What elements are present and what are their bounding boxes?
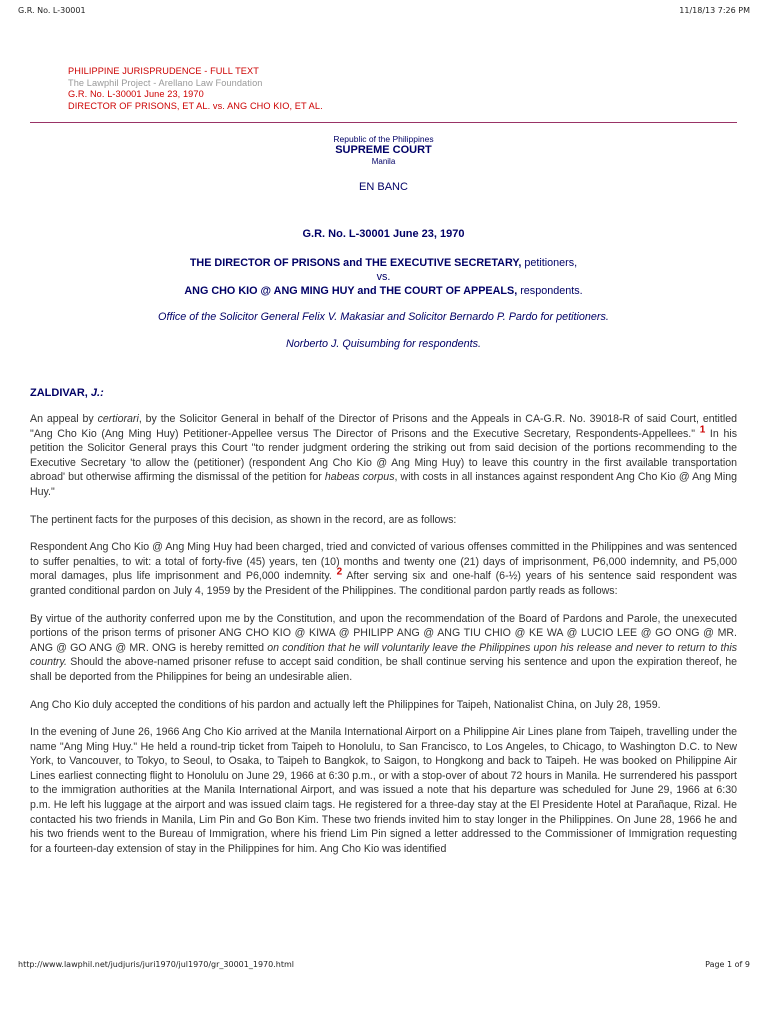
p1-b: , by the Solicitor General in behalf of the Director of Prisons and the Appeals in CA-G.R. No. 39018-R of said Court, entitled "Ang Cho Kio (Ang Ming Huy) Petitioner-Appellee versus The Director of Prisons and the Executive Secretary, Respondents-Appellees." — [30, 413, 737, 440]
ponente-name: ZALDIVAR, — [30, 387, 91, 399]
p1-c: In his petition the Solicitor General prays this Court "to render judgment ordering the striking out from said decision of the portions recommending to the Executive Secretary 'to allow the (petitioner) (respondent Ang Cho Kio @ Ang Ming Huy) to leave this country in the first available transportation abroad' but otherwise affirming the dismissal of the petition for — [30, 427, 737, 484]
quote-paragraph-2: Ang Cho Kio duly accepted the conditions of his pardon and actually left the Philippines for Taipeh, Nationalist China, on July 28, 1959. — [30, 698, 661, 711]
court-city: Manila — [371, 157, 396, 166]
q1-b: Should the above-named prisoner refuse to accept said condition, be shall continue serving his sentence and upon the expiration thereof, he shall be deported from the Philippines for being an undesirable alien. — [30, 656, 737, 683]
respondents: ANG CHO KIO @ ANG MING HUY and THE COURT OF APPEALS, — [184, 285, 518, 297]
footnote-link-2[interactable]: 2 — [336, 566, 343, 578]
print-header-datetime: 11/18/13 7:26 PM — [679, 6, 750, 15]
p1-d: , with costs in all instances against respondent Ang Cho Kio @ Ang Ming Huy." — [30, 471, 738, 498]
case-number: G.R. No. L-30001 June 23, 1970 — [302, 228, 465, 240]
quote-paragraph-1 — [30, 612, 737, 685]
respondents-line — [30, 284, 737, 298]
site-header — [68, 66, 728, 112]
site-header-case-title: DIRECTOR OF PRISONS, ET AL. vs. ANG CHO KIO, ET AL. — [68, 100, 323, 111]
paragraph-4: In the evening of June 26, 1966 Ang Cho Kio arrived at the Manila International Airport on a Philippine Air Lines plane from Taipeh, travelling under the name "Ang Ming Huy." He held a round-trip ticket from Taipeh to Honolulu, to San Francisco, to Los Angeles, to Chicago, to Washington D.C. to New York, to Vancouver, to Tokyo, to Seoul, to Osaka, to Taipeh to Bangkok, to Saigon, to Hongkong and back to Taipeh. He was booked on Philippine Air Lines earliest connecting flight to Honolulu on June 29, 1966 at 6:30 p.m., or with a stop-over of about 72 hours in Manila. He surrendered his passport to the immigration authorities at the Manila International Airport, and was issued a note that his departure was scheduled for June 29, 1966 at 6:30 p.m. He left his luggage at the airport and was issued claim tags. He registered for a three-day stay at the El Presidente Hotel at Parañaque, Rizal. He contacted his two friends in Manila, Lim Pin and Go Bon Kim. These two friends invited him to stay longer in the Philippines. On June 28, 1966 he and his two friends went to the Bureau of Immigration, where his friend Lim Pin signed a letter addressed to the Commissioner of Immigration requesting for a fourteen-day extension of stay in the Philippines for him. Ang Cho Kio was identified — [30, 726, 737, 855]
q1-a: By virtue of the authority conferred upon me by the Constitution, and upon the recommendation of the Board of Pardons and Parole, the unexecuted portions of the prison terms of prisoner ANG CHO KIO @ KIWA @ PHILIPP ANG @ ANG TIU CHIO @ KE WA @ LUCIO LEE @ GO ONG @ MR. ANG @ GO ANG @ MR. ONG is hereby remitted — [30, 612, 737, 654]
p1-certiorari: certiorari — [97, 413, 139, 425]
petitioners-line — [30, 256, 737, 270]
footnote-link-1[interactable]: 1 — [699, 424, 706, 436]
site-header-subtitle: The Lawphil Project - Arellano Law Foundation — [68, 77, 263, 88]
print-header — [18, 6, 750, 20]
paragraph-1 — [30, 412, 737, 500]
paragraph-2: The pertinent facts for the purposes of this decision, as shown in the record, are as follows: — [30, 513, 457, 526]
case-parties — [30, 256, 737, 298]
print-footer-url[interactable]: http://www.lawphil.net/judjuris/juri1970/jul1970/gr_30001_1970.html — [18, 960, 294, 969]
p3-b: After serving six and one-half (6-½) years of his sentence said respondent was granted conditional pardon on July 4, 1959 by the President of the Philippines. The conditional pardon partly reads as follows: — [30, 570, 737, 597]
site-header-title: PHILIPPINE JURISPRUDENCE - FULL TEXT — [68, 66, 259, 76]
print-header-title: G.R. No. L-30001 — [18, 6, 86, 15]
petitioners-role: petitioners, — [521, 257, 578, 269]
versus: vs. — [376, 271, 391, 283]
ponente-suffix: J.: — [90, 387, 104, 399]
site-header-case-number: G.R. No. L-30001 June 23, 1970 — [68, 89, 204, 99]
republic-label: Republic of the Philippines — [333, 134, 434, 144]
respondents-role: respondents. — [517, 285, 583, 297]
petitioners: THE DIRECTOR OF PRISONS and THE EXECUTIVE SECRETARY, — [189, 257, 522, 269]
document-body — [30, 134, 737, 856]
print-footer — [18, 960, 750, 974]
p3-a: Respondent Ang Cho Kio @ Ang Ming Huy had been charged, tried and convicted of various offenses committed in the Philippines and was sentenced to suffer penalties, to wit: a total of forty-five (45) years, ten (10) months and twenty one (21) days of imprisonment, P6,000 indemnity, and P5,000 moral damages, plus life imprisonment and P6,000 indemnity. — [30, 541, 737, 583]
print-footer-page: Page 1 of 9 — [705, 960, 750, 969]
p1-a: An appeal by — [30, 413, 98, 425]
counsel-petitioners: Office of the Solicitor General Felix V. Makasiar and Solicitor Bernardo P. Pardo for petitioners. — [158, 311, 609, 323]
p1-habeas-corpus: habeas corpus — [324, 471, 395, 484]
counsel-respondents: Norberto J. Quisumbing for respondents. — [285, 338, 482, 350]
header-divider — [30, 122, 737, 123]
court-name: SUPREME COURT — [335, 144, 432, 156]
paragraph-3 — [30, 540, 737, 598]
court-division: EN BANC — [359, 181, 408, 193]
ponente — [30, 387, 737, 399]
q1-condition: on condition that he will voluntarily leave the Philippines upon his release and never to return to this country. — [30, 641, 738, 669]
